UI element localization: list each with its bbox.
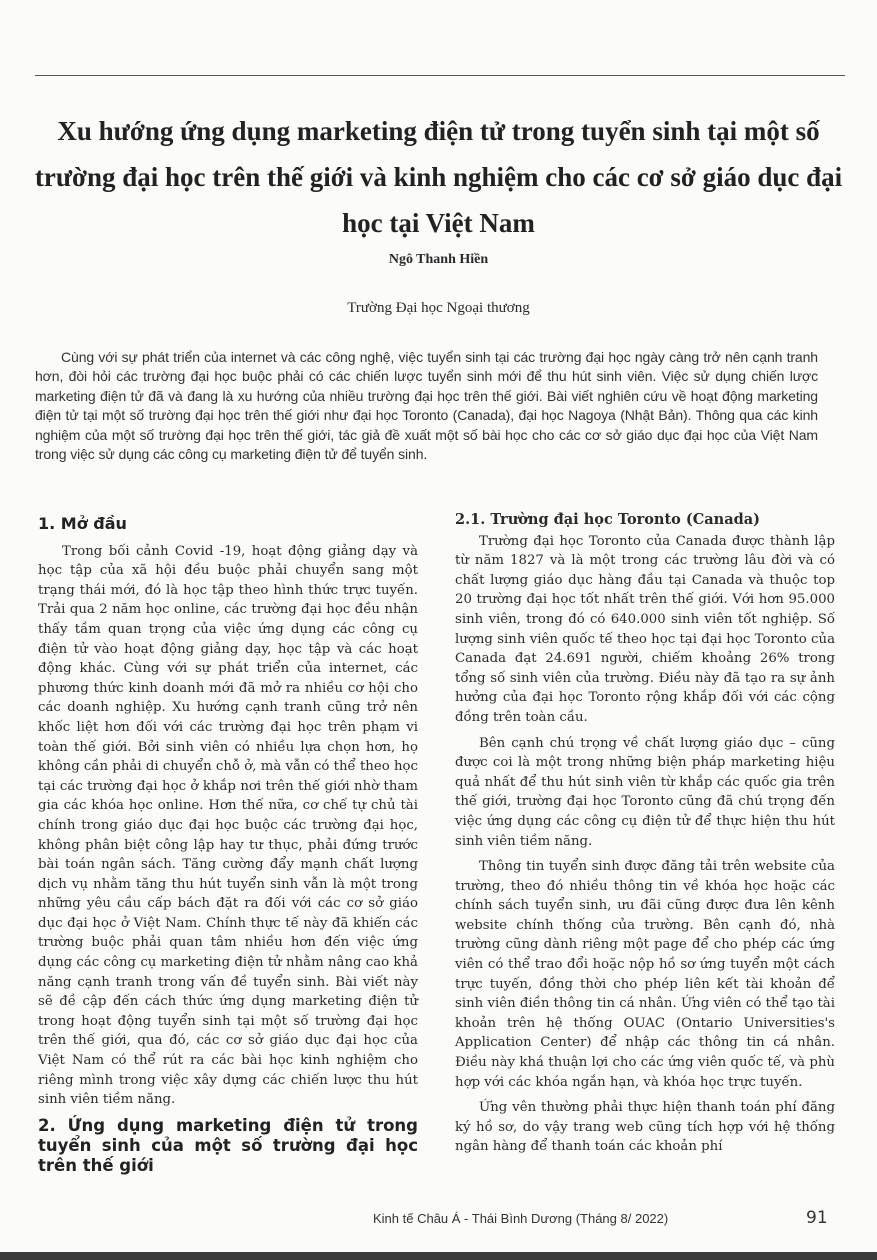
abstract: Cùng với sự phát triển của internet và các công nghệ, việc tuyển sinh tại các trường đại học ngày càng trở nên cạnh tranh hơn, đòi hỏi các trường đại học buộc phải có các chiến lược tuyển sinh mới để thu hút sinh viên. Việc sử dụng chiến lược marketing điện tử đã và đang là xu hướng của nhiều trường đại học trên thế giới. Bài viết nghiên cứu về hoạt động marketing điện tử tại một số trường đại học trên thế giới như đại học Toronto (Canada), đại học Nagoya (Nhật Bản). Thông qua các kinh nghiệm của một số trường đại học trên thế giới, tác giả đề xuất một số bài học cho các cơ sở giáo dục đại học của Việt Nam trong việc sử dụng các công cụ marketing điện tử để tuyển sinh.	[35, 349, 818, 463]
right-column	[455, 510, 835, 1163]
author-affiliation: Trường Đại học Ngoại thương	[347, 300, 530, 316]
left-column	[38, 510, 418, 1176]
article-title: Xu hướng ứng dụng marketing điện tử trong tuyển sinh tại một số trường đại học trên thế giới và kinh nghiệm cho các cơ sở giáo dục đại học tại Việt Nam	[34, 116, 843, 238]
journal-footer: Kinh tế Châu Á - Thái Bình Dương (Tháng 8/ 2022)	[373, 1211, 669, 1226]
paragraph: Trong bối cảnh Covid -19, hoạt động giảng dạy và học tập của xã hội đều buộc phải chuyển sang một trạng thái mới, đó là học tập theo hình thức trực tuyến. Trải qua 2 năm học online, các trường đại học đều nhận thấy tầm quan trọng của việc ứng dụng các công cụ điện tử vào hoạt động giảng dạy, học tập và các hoạt động khác. Cùng với sự phát triển của internet, các phương thức kinh doanh mới đã mở ra nhiều cơ hội cho các doanh nghiệp. Xu hướng cạnh tranh cũng trở nên khốc liệt hơn đối với các trường đại học trên phạm vi toàn thế giới. Bởi sinh viên có nhiều lựa chọn hơn, họ không cần phải di chuyển chỗ ở, mà vẫn có thể theo học tại các trường đại học ở khắp nơi trên thế giới nhờ tham gia các khóa học online. Hơn thế nữa, cơ chế tự chủ tài chính trong giáo dục đại học buộc các trường đại học, không phân biệt công lập hay tư thục, phải đứng trước bài toán ngân sách. Tăng cường đẩy mạnh chất lượng dịch vụ nhằm tăng thu hút tuyển sinh vẫn là một trong những yêu cầu cấp bách đặt ra đối với các cơ sở giáo dục đại học ở Việt Nam. Chính thực tế này đã khiến các trường buộc phải quan tâm nhiều hơn đến việc ứng dụng các công cụ marketing điện tử nhằm nâng cao khả năng cạnh tranh trong vấn đề tuyển sinh. Bài viết này sẽ đề cập đến cách thức ứng dụng marketing điện tử trong hoạt động tuyển sinh tại một số trường đại học trên thế giới, qua đó, các cơ sở giáo dục đại học của Việt Nam có thể rút ra các bài học kinh nghiệm cho riêng mình trong việc xây dựng các chiến lược thu hút sinh viên tiềm năng.	[38, 543, 418, 1108]
paragraph: Bên cạnh chú trọng về chất lượng giáo dục – cũng được coi là một trong những biện pháp marketing hiệu quả nhất để thu hút sinh viên từ khắp các quốc gia trên thế giới, trường đại học Toronto cũng đã chú trọng đến việc ứng dụng các công cụ điện tử để thực hiện thu hút sinh viên tiềm năng.	[455, 735, 835, 849]
paragraph: Trường đại học Toronto của Canada được thành lập từ năm 1827 và là một trong các trường lâu đời và có chất lượng giáo dục hàng đầu tại Canada và thuộc top 20 trường đại học tốt nhất trên thế giới. Với hơn 95.000 sinh viên, trong đó có 640.000 sinh viên tốt nghiệp. Số lượng sinh viên quốc tế theo học tại đại học Toronto của Canada đạt 24.691 người, chiếm khoảng 26% trong tổng số sinh viên của trường. Điều này đã tạo ra sự ảnh hưởng của đại học Toronto rộng khắp đối với các cộng đồng trên toàn cầu.	[455, 533, 835, 725]
paragraph: Ứng vên thường phải thực hiện thanh toán phí đăng ký hồ sơ, do vậy trang web cũng tích hợp với hệ thống ngân hàng để thanh toán các khoản phí	[455, 1100, 835, 1155]
section-heading: 1. Mở đầu	[38, 514, 127, 533]
subsection-heading: 2.1. Trường đại học Toronto (Canada)	[455, 511, 761, 528]
top-rule	[35, 75, 845, 76]
scan-edge	[0, 1252, 877, 1260]
paragraph: Thông tin tuyển sinh được đăng tải trên website của trường, theo đó nhiều thông tin về khóa học hoặc các chính sách tuyển sinh, ưu đãi cũng được đưa lên kênh website chính thống của trường. Bên cạnh đó, nhà trường cũng dành riêng một page để cho phép các ứng viên có thể trao đổi hoặc nộp hồ sơ ứng tuyển một cách trực tuyến, đồng thời cho phép liên kết tài khoản để sinh viên điền thông tin cá nhân. Ứng viên có thể tạo tài khoản trên hệ thống OUAC (Ontario Universities's Application Center) để nhập các thông tin cá nhân. Điều này khá thuận lợi cho các ứng viên quốc tế, và phù hợp với các khóa ngắn hạn, và khóa học trực tuyến.	[455, 859, 835, 1090]
page-number: 91	[806, 1208, 828, 1228]
author-name: Ngô Thanh Hiền	[388, 252, 489, 267]
section-heading: 2. Ứng dụng marketing điện tử trong tuyển sinh của một số trường đại học trên thế giới	[38, 1115, 418, 1175]
